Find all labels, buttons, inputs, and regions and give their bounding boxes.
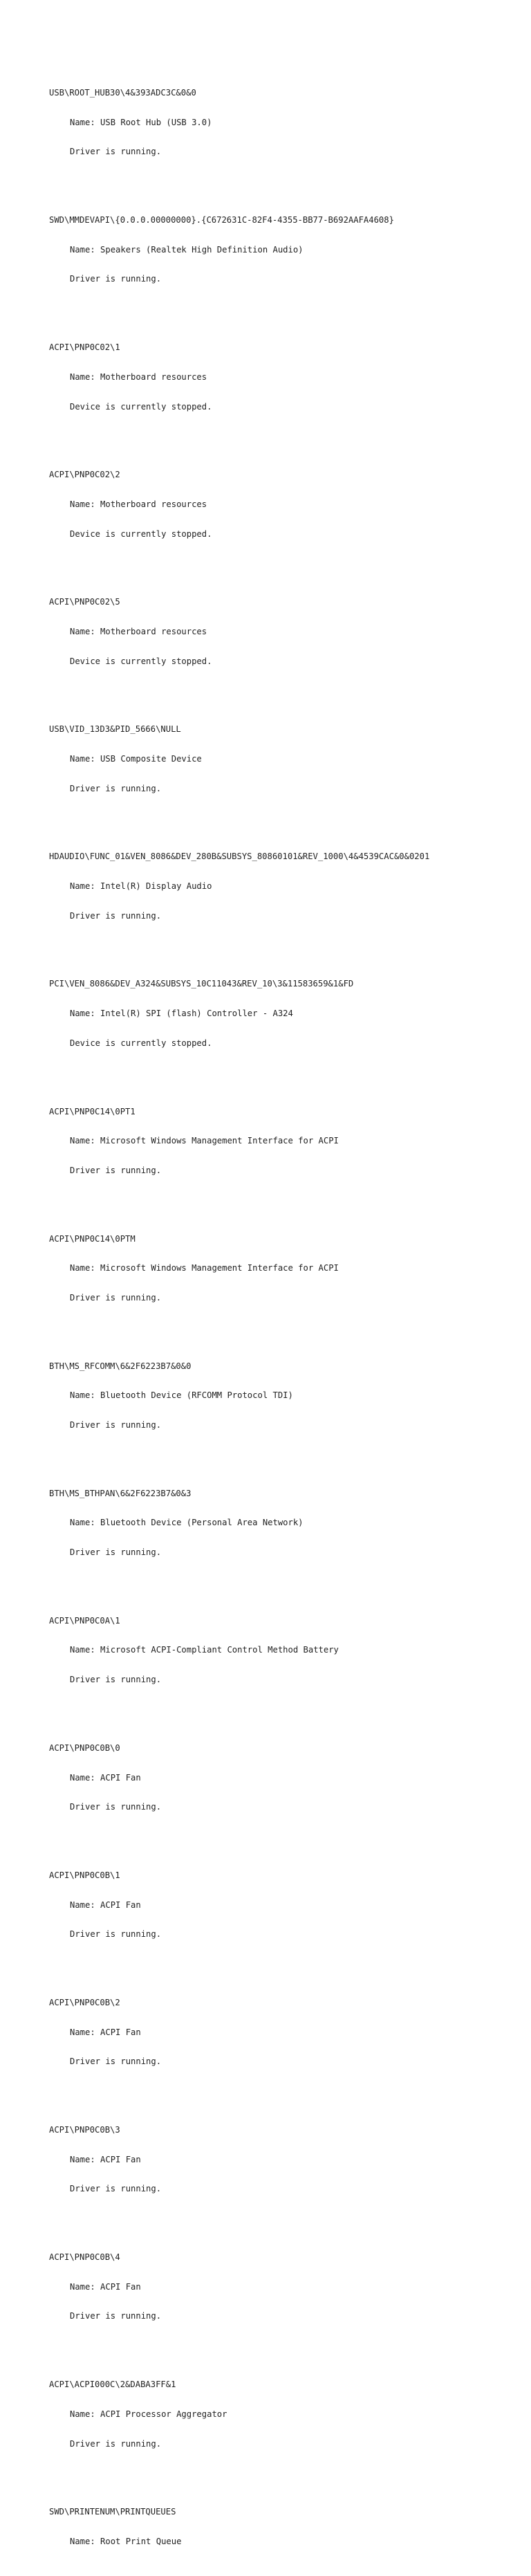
device-entry [49, 1851, 429, 1959]
device-status: Driver is running. [70, 2311, 162, 2321]
device-status: Device is currently stopped. [70, 528, 212, 539]
device-entry [49, 2233, 429, 2341]
device-entry [49, 323, 429, 431]
device-name: Name: Speakers (Realtek High Definition Audio) [70, 244, 304, 255]
device-id: ACPI\PNP0C02\5 [49, 597, 120, 607]
device-name: Name: Bluetooth Device (Personal Area Network) [70, 1518, 304, 1528]
device-entry [49, 2360, 429, 2468]
device-entry [49, 196, 429, 304]
device-name: Name: Microsoft ACPI-Compliant Control Method Battery [70, 1645, 339, 1655]
device-status: Driver is running. [70, 2184, 162, 2194]
device-id: ACPI\ACPI000C\2&DABA3FF&1 [49, 2380, 176, 2390]
device-status: Driver is running. [70, 1802, 162, 1812]
device-status: Driver is running. [70, 1547, 162, 1558]
device-id: SWD\MMDEVAPI\{0.0.0.00000000}.{C672631C-82F4-4355-BB77-B692AAFA4608} [49, 215, 394, 226]
device-entry [49, 1724, 429, 1832]
device-id: ACPI\PNP0C0B\4 [49, 2252, 120, 2263]
device-name: Name: Motherboard resources [70, 626, 207, 636]
device-id: HDAUDIO\FUNC_01&VEN_8086&DEV_280B&SUBSYS_80860101&REV_1000\4&4539CAC&0&0201 [49, 852, 430, 862]
device-listing [49, 49, 429, 2576]
device-name: Name: ACPI Processor Aggregator [70, 2409, 227, 2419]
device-status: Driver is running. [70, 274, 162, 284]
device-id: USB\ROOT_HUB30\4&393ADC3C&0&0 [49, 88, 196, 98]
device-entry [49, 450, 429, 558]
device-id: USB\VID_13D3&PID_5666\NULL [49, 724, 181, 735]
device-status: Driver is running. [70, 147, 162, 157]
device-id: PCI\VEN_8086&DEV_A324&SUBSYS_10C11043&REV_10\3&11583659&1&FD [49, 979, 354, 989]
device-entry [49, 578, 429, 686]
device-id: ACPI\PNP0C0A\1 [49, 1615, 120, 1626]
device-name: Name: ACPI Fan [70, 1772, 141, 1783]
device-name: Name: Bluetooth Device (RFCOMM Protocol TDI) [70, 1390, 293, 1401]
device-status: Driver is running. [70, 2438, 162, 2449]
device-name: Name: Microsoft Windows Management Interface for ACPI [70, 1263, 339, 1273]
device-entry [49, 1597, 429, 1704]
device-entry [49, 959, 429, 1067]
device-id: ACPI\PNP0C0B\0 [49, 1742, 120, 1753]
device-name: Name: USB Composite Device [70, 754, 202, 764]
device-name: Name: Microsoft Windows Management Interface for ACPI [70, 1136, 339, 1146]
device-id: BTH\MS_RFCOMM\6&2F6223B7&0&0 [49, 1361, 192, 1371]
device-id: ACPI\PNP0C0B\1 [49, 1870, 120, 1880]
device-name: Name: ACPI Fan [70, 2281, 141, 2292]
device-name: Name: ACPI Fan [70, 2154, 141, 2164]
device-entry [49, 832, 429, 940]
device-name: Name: Intel(R) Display Audio [70, 881, 212, 892]
device-id: ACPI\PNP0C0B\3 [49, 2125, 120, 2135]
device-entry [49, 1978, 429, 2086]
device-status: Driver is running. [70, 1675, 162, 1685]
device-name: Name: Motherboard resources [70, 371, 207, 382]
device-status: Driver is running. [70, 910, 162, 921]
device-id: ACPI\PNP0C02\2 [49, 470, 120, 480]
device-id: ACPI\PNP0C14\0PTM [49, 1233, 136, 1244]
device-entry [49, 68, 429, 176]
device-status: Device is currently stopped. [70, 1038, 212, 1048]
device-entry [49, 1087, 429, 1195]
device-name: Name: USB Root Hub (USB 3.0) [70, 117, 212, 127]
device-name: Name: Motherboard resources [70, 499, 207, 509]
device-entry [49, 1342, 429, 1450]
device-entry [49, 1215, 429, 1323]
device-status: Driver is running. [70, 1929, 162, 1940]
device-status: Device is currently stopped. [70, 656, 212, 666]
device-id: ACPI\PNP0C14\0PT1 [49, 1106, 136, 1116]
device-id: ACPI\PNP0C02\1 [49, 342, 120, 353]
device-status: Driver is running. [70, 1292, 162, 1303]
device-name: Name: Intel(R) SPI (flash) Controller - A324 [70, 1009, 293, 1019]
device-id: ACPI\PNP0C0B\2 [49, 1997, 120, 2007]
device-status: Driver is running. [70, 1420, 162, 1430]
device-id: BTH\MS_BTHPAN\6&2F6223B7&0&3 [49, 1488, 192, 1498]
device-name: Name: ACPI Fan [70, 2027, 141, 2037]
device-entry [49, 2106, 429, 2214]
device-name: Name: ACPI Fan [70, 1899, 141, 1910]
device-entry [49, 705, 429, 813]
device-status: Driver is running. [70, 783, 162, 793]
device-entry [49, 1469, 429, 1577]
device-status: Driver is running. [70, 2057, 162, 2067]
device-name: Name: Root Print Queue [70, 2536, 182, 2546]
device-entry [49, 2487, 429, 2566]
device-status: Driver is running. [70, 1165, 162, 1175]
device-status: Device is currently stopped. [70, 401, 212, 412]
device-id: SWD\PRINTENUM\PRINTQUEUES [49, 2507, 176, 2517]
